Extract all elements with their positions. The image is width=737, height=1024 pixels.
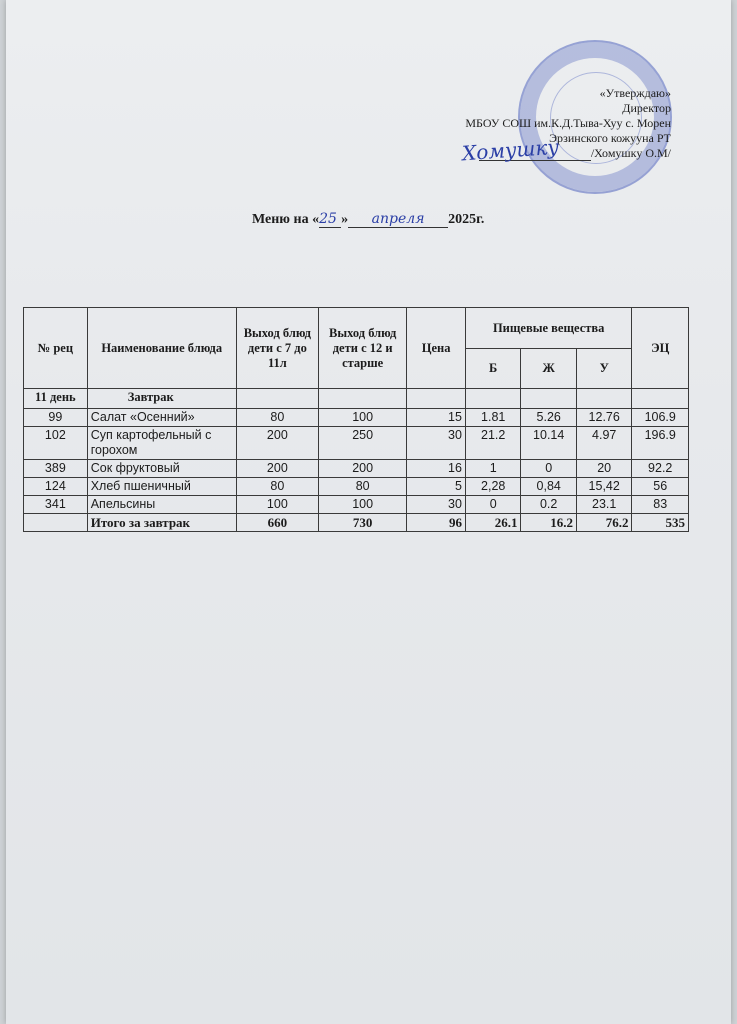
total-price: 96 [407,514,466,532]
paper-sheet [6,0,731,1024]
menu-title-prefix: Меню на « [252,212,320,227]
menu-table [23,307,689,532]
header-price: Цена [407,308,466,389]
menu-day-blank [319,213,341,228]
table-row: 124 Хлеб пшеничный 80 80 5 2,28 0,84 15,42 56 [24,478,689,496]
total-out2: 730 [318,514,406,532]
menu-title-middle: » [341,212,349,227]
header-name: Наименование блюда [87,308,236,389]
header-out1: Выход блюд дети с 7 до 11л [236,308,318,389]
header-rec: № рец [24,308,88,389]
total-zh: 16.2 [521,514,577,532]
section-row [24,389,689,409]
approval-district: Эрзинского кожууна РТ [549,131,671,145]
menu-month-blank [348,213,448,228]
approval-school: МБОУ СОШ им.К.Д.Тыва-Хуу с. Морен [465,116,671,130]
header-zh: Ж [521,349,577,389]
table-row: 99 Салат «Осенний» 80 100 15 1.81 5.26 12.76 106.9 [24,409,689,427]
header-b: Б [465,349,521,389]
table-row: 102 Суп картофельный с горохом 200 250 30 21.2 10.14 4.97 196.9 [24,427,689,460]
approval-heading: «Утверждаю» [599,86,671,100]
header-row [24,308,689,349]
menu-day: 25 [319,211,337,227]
menu-month: апреля [371,211,425,227]
header-ec: ЭЦ [632,308,689,389]
total-u: 76.2 [576,514,632,532]
table-row: 341 Апельсины 100 100 30 0 0.2 23.1 83 [24,496,689,514]
total-out1: 660 [236,514,318,532]
handwritten-signature: Хомушку [461,134,560,166]
total-ec: 535 [632,514,689,532]
approval-position: Директор [622,101,671,115]
menu-title-suffix: 2025г. [448,212,485,227]
section-meal: Завтрак [87,389,236,409]
total-label: Итого за завтрак [87,514,236,532]
header-nutrients: Пищевые вещества [465,308,632,349]
menu-title [252,212,484,228]
total-b: 26.1 [465,514,521,532]
table-row: 389 Сок фруктовый 200 200 16 1 0 20 92.2 [24,460,689,478]
section-day: 11 день [24,389,88,409]
header-u: У [576,349,632,389]
total-row [24,514,689,532]
approval-director-name: /Хомушку О.М/ [590,146,671,160]
header-out2: Выход блюд дети с 12 и старше [318,308,406,389]
